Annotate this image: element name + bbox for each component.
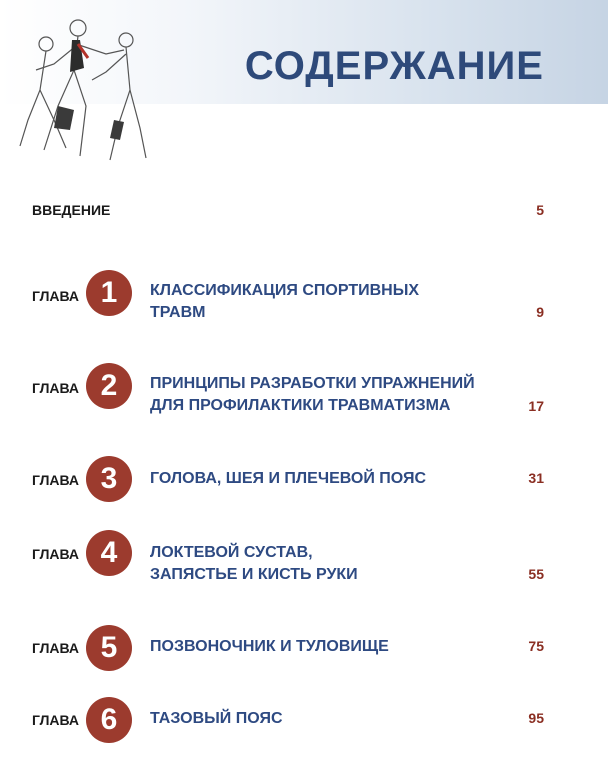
chapter-6-title [150, 708, 530, 730]
chapter-6-number-badge: 6 [86, 697, 132, 743]
chapter-5-page: 75 [528, 638, 544, 654]
chapter-6-page: 95 [528, 710, 544, 726]
chapter-1-page: 9 [536, 304, 544, 320]
chapter-3-page: 31 [528, 470, 544, 486]
toc-intro-label: ВВЕДЕНИЕ [32, 202, 111, 218]
chapter-2-title [150, 373, 530, 417]
chapter-2-title-line-2: ДЛЯ ПРОФИЛАКТИКИ ТРАВМАТИЗМА [150, 397, 451, 414]
chapter-1-number-badge: 1 [86, 270, 132, 316]
chapter-3-label: ГЛАВА [32, 472, 80, 488]
chapter-4-page: 55 [528, 566, 544, 582]
chapter-4-title [150, 542, 530, 586]
chapter-4-number-badge: 4 [86, 530, 132, 576]
chapter-5-label: ГЛАВА [32, 640, 80, 656]
athletes-sketch-illustration [14, 10, 154, 170]
chapter-4-title-line-1: ЛОКТЕВОЙ СУСТАВ, [150, 544, 313, 561]
chapter-6-label: ГЛАВА [32, 712, 80, 728]
toc-intro-page: 5 [536, 202, 544, 218]
chapter-1-title-line-1: КЛАССИФИКАЦИЯ СПОРТИВНЫХ [150, 282, 420, 299]
chapter-1-label: ГЛАВА [32, 288, 80, 304]
chapter-2-number-badge: 2 [86, 363, 132, 409]
chapter-5-title-line-1: ПОЗВОНОЧНИК И ТУЛОВИЩЕ [150, 638, 389, 655]
chapter-2-page: 17 [528, 398, 544, 414]
chapter-1-title [150, 280, 530, 324]
chapter-3-title-line-1: ГОЛОВА, ШЕЯ И ПЛЕЧЕВОЙ ПОЯС [150, 470, 427, 487]
chapter-4-label: ГЛАВА [32, 546, 80, 562]
chapter-2-title-line-1: ПРИНЦИПЫ РАЗРАБОТКИ УПРАЖНЕНИЙ [150, 375, 475, 392]
chapter-5-title [150, 636, 530, 658]
page-title: СОДЕРЖАНИЕ [244, 44, 544, 88]
chapter-3-number-badge: 3 [86, 456, 132, 502]
chapter-1-title-line-2: ТРАВМ [150, 304, 206, 321]
chapter-3-title [150, 468, 530, 490]
chapter-5-number-badge: 5 [86, 625, 132, 671]
chapter-6-title-line-1: ТАЗОВЫЙ ПОЯС [150, 710, 283, 727]
chapter-2-label: ГЛАВА [32, 380, 80, 396]
chapter-4-title-line-2: ЗАПЯСТЬЕ И КИСТЬ РУКИ [150, 566, 358, 583]
